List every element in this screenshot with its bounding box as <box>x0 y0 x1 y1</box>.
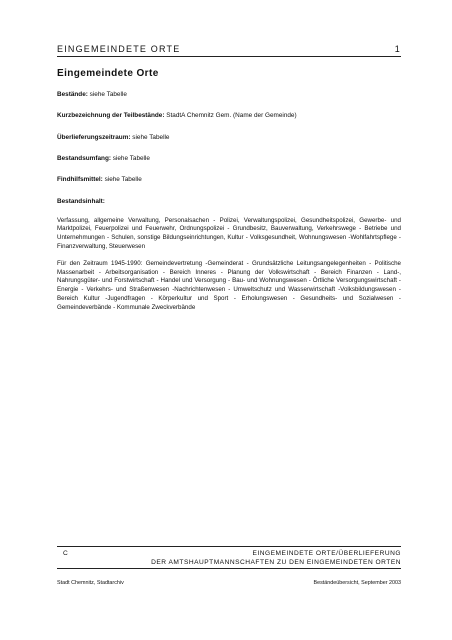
header-title: EINGEMEINDETE ORTE <box>57 44 181 54</box>
field-label: Findhilfsmittel: <box>57 176 103 184</box>
field-value: siehe Tabelle <box>130 133 170 141</box>
document-body <box>57 68 401 321</box>
field-kurzbezeichnung <box>57 112 401 120</box>
field-label: Bestände: <box>57 91 88 98</box>
chapter-letter: C <box>63 550 69 557</box>
chapter-footer-row <box>57 550 401 557</box>
field-value: siehe Tabelle <box>110 154 150 162</box>
field-bestandsumfang <box>57 155 401 163</box>
field-value: siehe Tabelle <box>87 91 127 98</box>
field-value: siehe Tabelle <box>102 176 142 184</box>
field-label: Bestandsumfang: <box>57 154 111 162</box>
page-number: 1 <box>394 44 401 54</box>
document-title: Eingemeindete Orte <box>57 68 159 79</box>
bestandsinhalt-label: Bestandsinhalt: <box>57 197 105 205</box>
chapter-title-line1: EINGEMEINDETE ORTE/ÜBERLIEFERUNG <box>252 550 401 557</box>
content-paragraph: Für den Zeitraum 1945-1990: Gemeindevertretung -Gemeinderat - Grundsätzliche Leitungsangelegenheiten - Politische Massenarbeit - Arbeitsorganisation - Bereich Inneres - Planung der Volkswirtschaft - Bereich Finanzen - Land-, Nahrungsgüter- und Forstwirtschaft - Handel und Versorgung - Bau- und Wohnungswesen - Örtliche Versorgungswirtschaft -Energie - Verkehrs- und Straßenwesen -Nachrichtenwesen - Umweltschutz und Wasserwirtschaft -Volksbildungswesen - Bereich Kultur -Jugendfragen - Körperkultur und Sport - Erholungswesen - Gesundheits- und Sozialwesen -Gemeindeverbände - Kommunale Zweckverbände <box>57 259 401 311</box>
page-footer <box>57 580 401 586</box>
field-value: StadtA Chemnitz Gem. (Name der Gemeinde) <box>164 112 297 120</box>
running-header <box>57 44 401 57</box>
field-label: Überlieferungszeitraum: <box>57 133 131 141</box>
footer-right: Beständeübersicht, September 2003 <box>313 580 401 586</box>
field-findhilfsmittel <box>57 176 401 184</box>
footer-left: Stadt Chemnitz, Stadtarchiv <box>57 580 124 586</box>
content-paragraph: Verfassung, allgemeine Verwaltung, Personalsachen - Polizei, Verwaltungspolizei, Gesundheitspolizei, Gewerbe- und Marktpolizei, Feuerpolizei und Feuerwehr, Ordnungspolizei - Grundbesitz, Bauverwaltung, Verkehrswege - Betriebe und Unternehmungen - Schulen, sonstige Bildungseinrichtungen, Kultur - Volksgesundheit, Wohnungswesen -Wohlfahrtspflege - Finanzverwaltung, Steuerwesen <box>57 216 401 251</box>
chapter-footer-box <box>57 546 401 569</box>
field-bestaende <box>57 91 401 99</box>
chapter-title-line2: DER AMTSHAUPTMANNSCHAFTEN ZU DEN EINGEMEINDETEN ORTEN <box>151 559 401 566</box>
field-ueberlieferungszeitraum <box>57 134 401 142</box>
field-label: Kurzbezeichnung der Teilbestände: <box>57 112 165 120</box>
